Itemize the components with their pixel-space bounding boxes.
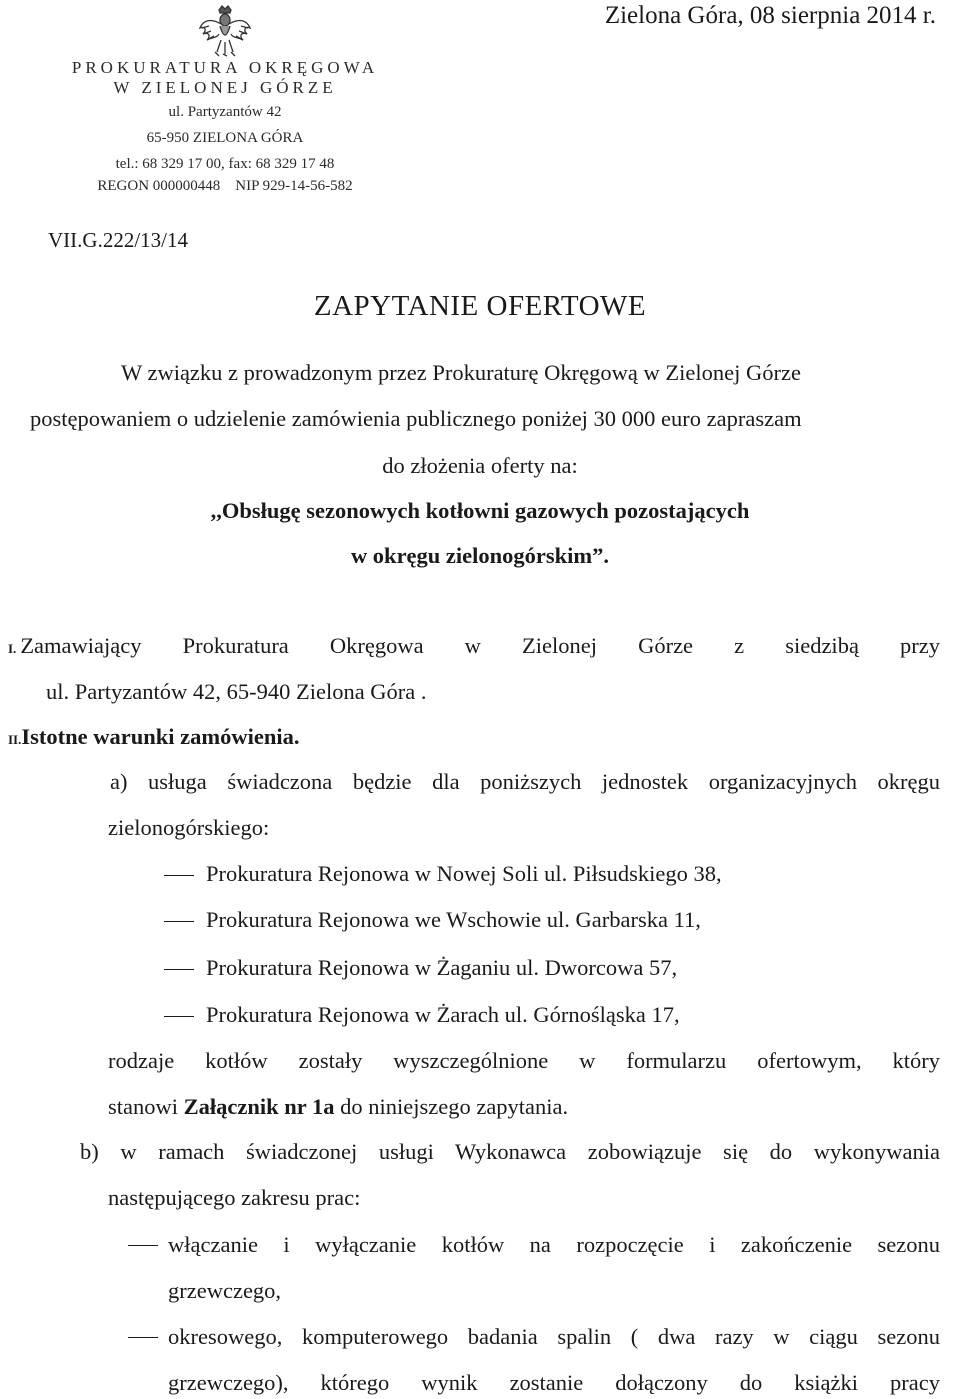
section-2-a-line-1: a) usługa świadczona będzie dla poniższych jednostek organizacyjnych okręgu <box>110 769 940 794</box>
section-2-a-line-2: zielonogórskiego: <box>108 815 270 840</box>
section-2-b-line-1: b) w ramach świadczonej usługi Wykonawca zobowiązuje się do wykonywania <box>80 1139 940 1164</box>
boiler-types-line-2 <box>108 1091 568 1123</box>
dash-bullet-icon <box>128 1337 158 1338</box>
section-2-b-line-2: następującego zakresu prac: <box>108 1185 361 1210</box>
dash-bullet-icon <box>128 1245 158 1246</box>
unit-text: Prokuratura Rejonowa w Żaganiu ul. Dworcowa 57, <box>206 955 678 980</box>
unit-list-item <box>164 858 722 890</box>
task-list-item <box>128 1321 940 1353</box>
dash-bullet-icon <box>164 875 194 876</box>
task-text-line-1: okresowego, komputerowego badania spalin ( dwa razy w ciągu sezonu <box>168 1324 940 1349</box>
boiler-types-line-1: rodzaje kotłów zostały wyszczególnione w formularzu ofertowym, który <box>108 1048 940 1073</box>
subject-line-2: w okręgu zielonogórskim”. <box>350 543 610 568</box>
intro-line-3: do złożenia oferty na: <box>382 453 578 478</box>
dash-bullet-icon <box>164 1016 194 1017</box>
office-city: 65-950 ZIELONA GÓRA <box>146 130 304 146</box>
task-text-line-2: grzewczego, <box>168 1278 282 1303</box>
unit-text: Prokuratura Rejonowa w Żarach ul. Górnośląska 17, <box>206 1002 680 1027</box>
intro-line-2: postępowaniem o udzielenie zamówienia publicznego poniżej 30 000 euro zapraszam <box>30 406 802 431</box>
unit-list-item <box>164 952 677 984</box>
dash-bullet-icon <box>164 969 194 970</box>
document-date: Zielona Góra, 08 sierpnia 2014 r. <box>604 2 936 29</box>
office-street: ul. Partyzantów 42 <box>168 104 282 120</box>
section-1-line-1 <box>8 630 940 665</box>
office-phone: tel.: 68 329 17 00, fax: 68 329 17 48 <box>115 156 335 172</box>
section-1-text: Zamawiający Prokuratura Okręgowa w Zielonej Górze z siedzibą przy <box>20 633 940 658</box>
boiler-types-pre: stanowi <box>108 1094 184 1119</box>
page-title: ZAPYTANIE OFERTOWE <box>313 290 647 322</box>
unit-text: Prokuratura Rejonowa w Nowej Soli ul. Piłsudskiego 38, <box>206 861 722 886</box>
dash-bullet-icon <box>164 921 194 922</box>
task-text-line-1: włączanie i wyłączanie kotłów na rozpoczęcie i zakończenie sezonu <box>168 1232 940 1257</box>
eagle-emblem-icon <box>197 4 253 58</box>
section-2-heading: Istotne warunki zamówienia. <box>21 724 300 749</box>
task-list-item <box>128 1229 940 1261</box>
section-1-numeral: I. <box>8 641 17 656</box>
intro-line-1: W związku z prowadzonym przez Prokuraturę Okręgową w Zielonej Górze <box>121 360 801 385</box>
office-ids: REGON 000000448 NIP 929-14-56-582 <box>97 178 353 194</box>
office-name-line2: W ZIELONEJ GÓRZE <box>113 78 337 97</box>
attachment-reference: Załącznik nr 1a <box>183 1094 335 1119</box>
unit-text: Prokuratura Rejonowa we Wschowie ul. Garbarska 11, <box>206 907 701 932</box>
subject-line-1: ,,Obsługę sezonowych kotłowni gazowych pozostających <box>210 498 750 523</box>
office-name-line1: PROKURATURA OKRĘGOWA <box>71 58 379 77</box>
reference-number: VII.G.222/13/14 <box>48 228 188 252</box>
unit-list-item <box>164 999 680 1031</box>
section-2-numeral: II. <box>8 732 22 747</box>
unit-list-item <box>164 904 701 936</box>
task-text-line-2: grzewczego), którego wynik zostanie dołączony do książki pracy <box>168 1370 940 1395</box>
boiler-types-post: do niniejszego zapytania. <box>334 1094 569 1119</box>
letterhead <box>30 4 420 197</box>
section-1-line-2: ul. Partyzantów 42, 65-940 Zielona Góra . <box>46 679 427 704</box>
section-2-heading-row <box>8 721 300 756</box>
